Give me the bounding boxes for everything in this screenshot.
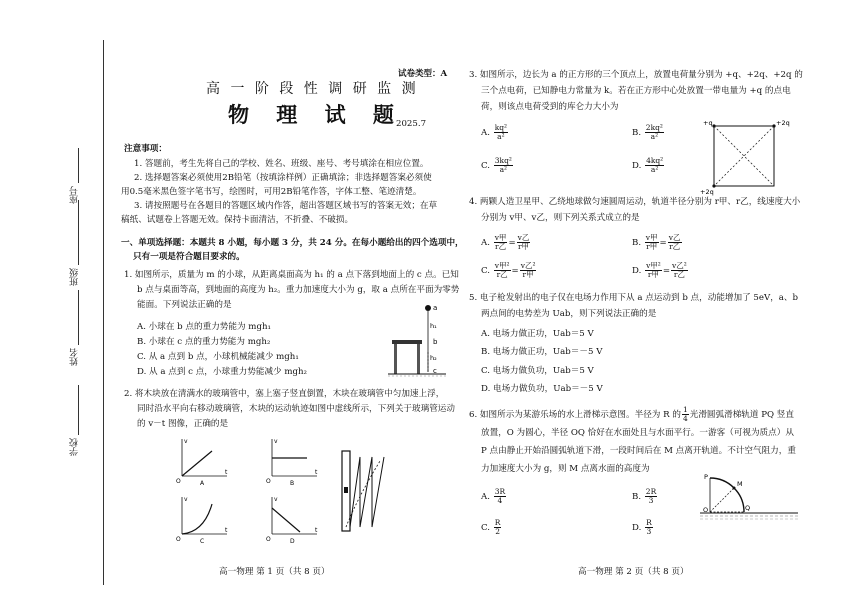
q3-option-d: D. $\frac{\text{4kq²}}{\text{a²}}$ bbox=[632, 156, 664, 174]
q5-stem: 5. 电子枪发射出的电子仅在电场力作用下从 a 点运动到 b 点，动能增加了 5eV，a、b bbox=[469, 293, 799, 303]
ball-icon bbox=[425, 305, 431, 311]
q5-option: C. 电场力做负功，Uab＝5 V bbox=[481, 366, 594, 376]
q6-option-d: D. $\frac{R}{3}$ bbox=[632, 518, 652, 536]
q2-graph-c bbox=[172, 494, 232, 544]
section1-heading: 一、单项选择题：本题共 8 小题，每小题 3 分，共 24 分。在每小题给出的四个选项中， bbox=[121, 238, 464, 248]
q2-graph-b bbox=[262, 436, 322, 486]
section1-heading: 只有一项是符合题目要求的。 bbox=[133, 252, 245, 262]
q1-figure bbox=[388, 300, 448, 380]
q2-origin: O bbox=[176, 536, 181, 543]
q2-origin: O bbox=[266, 478, 271, 485]
q2-graph-d bbox=[262, 494, 322, 544]
q3-charge-tr: +2q bbox=[776, 119, 790, 127]
q3-option-a: A. $\frac{\text{kq²}}{\text{a²}}$ bbox=[481, 123, 508, 141]
q2-axis-v: v bbox=[184, 438, 188, 445]
q6-stem: 放置，O 为圆心，半径 OQ 恰好在水面处且与水面平行。一游客（可视为质点）从 bbox=[481, 428, 794, 438]
q3-stem: 3. 如图所示，边长为 a 的正方形的三个顶点上，放置电荷量分别为 +q、+2q、+2q 的 bbox=[469, 70, 803, 80]
margin-seat-label: 座号 bbox=[70, 186, 80, 204]
margin-class-label: 班级 bbox=[70, 268, 80, 286]
q6-option-b: B. $\frac{2R}{3}$ bbox=[632, 487, 657, 505]
q2-axis-t: t bbox=[225, 527, 228, 534]
q5-option: D. 电场力做负功，Uab＝－5 V bbox=[481, 384, 603, 394]
q3-charge-bl: +2q bbox=[700, 188, 714, 196]
footer-right: 高一物理 第 2 页（共 8 页） bbox=[578, 567, 689, 577]
q6-stem: P 点由静止开始沿圆弧轨道下滑，一段时间后在 M 点离开轨道。不计空气阻力，重 bbox=[481, 446, 796, 456]
q4-option-d: D. $\frac{\text{v甲²}}{\text{r甲}}$ = $\frac{\text{v乙²}}{\text{r乙}}$ bbox=[632, 261, 687, 279]
q1-label-h2: h₂ bbox=[430, 354, 437, 362]
margin-school-blank bbox=[78, 385, 79, 435]
q4-stem: 分别为 v甲、v乙，则下列关系式成立的是 bbox=[481, 213, 640, 223]
q2-graph-label: D bbox=[290, 538, 295, 544]
q1-label-a: a bbox=[433, 304, 438, 312]
series-title: 高 一 阶 段 性 调 研 监 测 bbox=[206, 81, 419, 97]
q6-stem: 力加速度大小为 g，则 M 点离水面的高度为 bbox=[481, 464, 650, 474]
notes-item: 3. 请按照题号在各题目的答题区域内作答，超出答题区域书写的答案无效；在草 bbox=[134, 201, 438, 211]
q2-tube-figure bbox=[338, 447, 388, 535]
q6-label-o: O bbox=[703, 506, 709, 514]
q3-charge-tl: +q bbox=[703, 119, 713, 127]
q1-label-c: c bbox=[433, 367, 437, 375]
q1-option: D. 从 a 点到 c 点，小球重力势能减少 mgh₂ bbox=[137, 367, 307, 377]
q3-option-c: C. $\frac{\text{3kq²}}{\text{a²}}$ bbox=[481, 156, 512, 174]
margin-class-blank bbox=[78, 200, 79, 265]
notes-item: 1. 答题前，考生先将自己的学校、姓名、班级、座号、考号填涂在相应位置。 bbox=[134, 159, 429, 169]
footer-left: 高一物理 第 1 页（共 8 页） bbox=[219, 567, 330, 577]
q2-stem: 2. 将木块放在清满水的玻璃管中，塞上塞子竖直倒置，木块在玻璃管中匀加速上浮， bbox=[124, 389, 445, 399]
q1-label-h1: h₁ bbox=[430, 322, 437, 330]
exam-type: 试卷类型：A bbox=[398, 69, 448, 79]
q2-graph-label: C bbox=[200, 538, 205, 544]
q4-stem: 4. 两颗人造卫星甲、乙绕地球做匀速圆周运动，轨道半径分别为 r甲、r乙，线速度大小 bbox=[469, 197, 801, 207]
q2-graph-a bbox=[172, 436, 232, 486]
table-top bbox=[392, 340, 422, 344]
q6-option-a: A. $\frac{3R}{4}$ bbox=[481, 487, 506, 505]
q6-label-q: Q bbox=[745, 504, 751, 512]
notes-item: 用0.5毫米黑色签字笔书写，绘图时，可用2B铅笔作答，字体工整、笔迹清楚。 bbox=[121, 187, 422, 197]
q1-option: B. 小球在 c 点的重力势能为 mgh₂ bbox=[137, 337, 271, 347]
q1-option: A. 小球在 b 点的重力势能为 mgh₁ bbox=[137, 322, 271, 332]
q2-graph-label: B bbox=[290, 480, 295, 486]
q2-axis-t: t bbox=[225, 469, 228, 476]
q1-option: C. 从 a 点到 b 点，小球机械能减少 mgh₁ bbox=[137, 352, 299, 362]
margin-school-label: 学校 bbox=[70, 438, 80, 456]
q2-stem: 同时沿水平向右移动玻璃管，木块的运动轨迹如图中虚线所示，下列关于玻璃管运动 bbox=[137, 404, 455, 414]
q2-origin: O bbox=[176, 478, 181, 485]
binding-line bbox=[103, 40, 104, 585]
q2-axis-v: v bbox=[184, 496, 188, 503]
q1-stem: b 点与桌面等高，到地面的高度为 h₂。重力加速度大小为 g，取 a 点所在平面为零势 bbox=[137, 285, 460, 295]
q3-option-b: B. $\frac{\text{2kq²}}{\text{a²}}$ bbox=[632, 123, 663, 141]
q5-option: B. 电场力做正功，Uab＝－5 V bbox=[481, 347, 603, 357]
q6-label-p: P bbox=[704, 473, 708, 481]
q4-option-b: B. $\frac{\text{v甲}}{\text{r甲}}$ = $\frac{\text{v乙}}{\text{r乙}}$ bbox=[632, 233, 681, 251]
q3-stem: 三个点电荷，已知静电力常量为 k。若在正方形中心处放置一带电量为 +q 的点电 bbox=[481, 86, 791, 96]
q6-stem: 6. 如图所示为某游乐场的水上滑梯示意图。半径为 R 的 $\frac{1}{4}$ 光滑圆弧滑梯轨道 PQ 竖直 bbox=[469, 405, 794, 423]
q6-option-c: C. $\frac{R}{2}$ bbox=[481, 518, 501, 536]
q4-option-a: A. $\frac{\text{v甲}}{\text{r乙}}$ = $\frac{\text{v乙}}{\text{r甲}}$ bbox=[481, 233, 530, 251]
q2-axis-t: t bbox=[315, 469, 318, 476]
q3-square-figure bbox=[700, 116, 790, 196]
q1-stem: 1. 如图所示，质量为 m 的小球，从距离桌面高为 h₁ 的 a 点下落到地面上的 c 点。已知 bbox=[124, 270, 459, 280]
q2-origin: O bbox=[266, 536, 271, 543]
q2-graph-label: A bbox=[200, 480, 205, 486]
q3-stem: 荷，则该点电荷受到的库仑力大小为 bbox=[481, 102, 619, 112]
q2-axis-v: v bbox=[274, 496, 278, 503]
notes-heading: 注意事项： bbox=[124, 144, 167, 154]
margin-name-label: 姓名 bbox=[70, 348, 80, 366]
q4-option-c: C. $\frac{\text{v甲²}}{\text{r乙}}$ = $\frac{\text{v乙²}}{\text{r甲}}$ bbox=[481, 261, 536, 279]
q2-axis-t: t bbox=[315, 527, 318, 534]
q1-stem: 能面。下列说法正确的是 bbox=[137, 300, 232, 310]
q1-label-b: b bbox=[433, 338, 438, 346]
q2-stem: 的 v－t 图像，正确的是 bbox=[137, 419, 229, 429]
notes-item: 稿纸、试题卷上答题无效。保持卡面清洁，不折叠、不破损。 bbox=[121, 215, 354, 225]
margin-name-blank bbox=[78, 290, 79, 345]
q5-option: A. 电场力做正功，Uab＝5 V bbox=[481, 329, 594, 339]
subject-title: 物 理 试 题 bbox=[228, 102, 404, 127]
q6-label-m: M bbox=[737, 480, 743, 488]
notes-item: 2. 选择题答案必须使用2B铅笔（按填涂样例）正确填涂；非选择题答案必须使 bbox=[134, 173, 432, 183]
q5-stem: 两点间的电势差为 Uab，则下列说法正确的是 bbox=[481, 309, 657, 319]
margin-seat-blank bbox=[78, 148, 79, 183]
q2-axis-v: v bbox=[274, 438, 278, 445]
q6-slide-figure bbox=[700, 472, 800, 522]
exam-date: 2025.7 bbox=[396, 119, 427, 129]
